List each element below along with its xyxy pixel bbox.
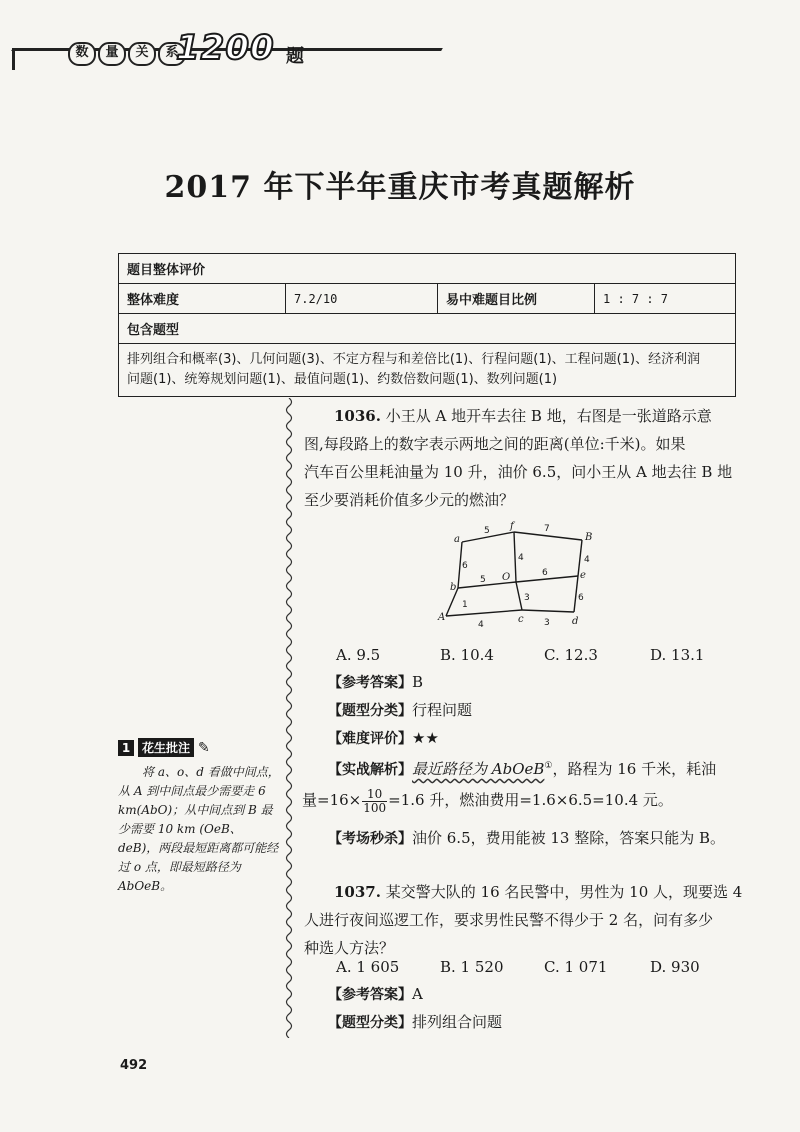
analysis-text: ，路程为 16 千米，耗油: [552, 760, 717, 778]
edge-label: 6: [578, 593, 584, 603]
edge-label: 3: [524, 593, 530, 603]
type-label: 【题型分类】: [328, 703, 412, 719]
option-d: D. 930: [650, 958, 700, 976]
option-b: B. 1 520: [440, 958, 504, 976]
option-c: C. 1 071: [544, 958, 608, 976]
trick-label: 【考场秒杀】: [328, 831, 412, 847]
answer-options: [336, 958, 700, 976]
option-b: B. 10.4: [440, 646, 494, 664]
types-cell: [119, 344, 736, 397]
type-label: 【题型分类】: [328, 1015, 412, 1031]
sidebar-note: [118, 738, 280, 896]
answer-options: [336, 646, 704, 664]
question-line: 人进行夜间巡逻工作，要求男性民警不得少于 2 名，问有多少: [304, 911, 714, 929]
trick-text: 油价 6.5，费用能被 13 整除，答案只能为 B。: [412, 829, 726, 847]
answer-value: A: [412, 985, 423, 1003]
option-c: C. 12.3: [544, 646, 598, 664]
types-header: 包含题型: [119, 314, 736, 344]
option-a: A. 9.5: [336, 646, 381, 664]
road-f-O: [514, 532, 516, 582]
point-b: b: [450, 582, 457, 593]
series-char: 系: [158, 42, 186, 66]
road-A-c: [446, 610, 522, 616]
edge-label: 3: [544, 618, 550, 628]
edge-label: 4: [478, 620, 484, 630]
option-a: A. 1 605: [336, 958, 400, 976]
question-line: 某交警大队的 16 名民警中，男性为 10 人，现要选 4: [385, 883, 743, 901]
edge-label: 7: [544, 524, 550, 534]
question-number: 1037.: [334, 883, 381, 901]
edge-label: 4: [518, 553, 524, 563]
difficulty-value: 7.2/10: [286, 284, 438, 314]
question-line: 汽车百公里耗油量为 10 升，油价 6.5，问小王从 A 地去往 B 地: [304, 463, 733, 481]
note-tag: 花生批注: [138, 738, 194, 757]
question-number: 1036.: [334, 407, 381, 425]
type-value: 行程问题: [412, 701, 473, 719]
point-e: e: [580, 570, 586, 581]
page-number: 492: [120, 1058, 148, 1073]
point-B: B: [585, 532, 593, 543]
edge-label: 4: [584, 555, 590, 565]
series-char: 关: [128, 42, 156, 66]
note-text: 将 a、o、d 看做中间点，从 A 到中间点最少需要走 6 km(AbO)；从中间点到 B 最少需要 10 km (OeB、deB)，两段最短距离都可能经过 o 点，即最短路径为 AbOeB。: [118, 765, 280, 893]
difficulty-label: 整体难度: [119, 284, 286, 314]
evaluation-table: [118, 253, 736, 397]
point-c: c: [518, 614, 524, 625]
option-d: D. 13.1: [650, 646, 705, 664]
series-title: [68, 42, 186, 66]
question-1036: [304, 402, 744, 514]
series-number: 1200: [176, 28, 275, 68]
page-title: 2017 年下半年重庆市考真题解析: [164, 170, 636, 205]
series-char: 量: [98, 42, 126, 66]
question-line: 图,每段路上的数字表示两地之间的距离(单位:千米)。如果: [304, 435, 686, 453]
point-d: d: [572, 616, 579, 627]
pen-icon: ✎: [198, 739, 210, 756]
header-hook: [12, 48, 21, 70]
edge-label: 6: [542, 568, 548, 578]
answer-block-1036: [302, 668, 768, 852]
question-1037: [304, 878, 744, 962]
analysis-label: 【实战解析】: [328, 762, 412, 778]
road-c-d: [522, 610, 574, 612]
question-line: 小王从 A 地开车去往 B 地，右图是一张道路示意: [385, 407, 712, 425]
question-line: 种选人方法？: [304, 939, 395, 957]
edge-label: 5: [484, 526, 490, 536]
series-char: 数: [68, 42, 96, 66]
edge-label: 6: [462, 561, 468, 571]
point-a: a: [454, 534, 460, 545]
road-map-diagram: [432, 520, 612, 632]
answer-block-1037: [328, 980, 768, 1036]
difficulty-label: 【难度评价】: [328, 731, 412, 747]
point-f: f: [510, 521, 514, 532]
running-header: [12, 18, 452, 68]
fraction-denominator: 100: [363, 800, 387, 815]
edge-label: 5: [480, 575, 486, 585]
answer-label: 【参考答案】: [328, 675, 412, 691]
note-badge: 1: [118, 740, 134, 756]
answer-label: 【参考答案】: [328, 987, 412, 1003]
type-value: 排列组合问题: [412, 1013, 503, 1031]
answer-value: B: [412, 673, 424, 691]
analysis-formula: 量=16×: [302, 791, 362, 809]
edge-label: 1: [462, 600, 468, 610]
fraction-numerator: 10: [362, 788, 387, 802]
series-suffix: 题: [286, 46, 304, 67]
ratio-value: 1 : 7 : 7: [595, 284, 736, 314]
road-O-c: [516, 582, 522, 610]
fraction: [362, 788, 387, 815]
types-line: 问题(1)、统筹规划问题(1)、最值问题(1)、约数倍数问题(1)、数列问题(1): [127, 372, 558, 387]
analysis-formula-rest: =1.6 升，燃油费用=1.6×6.5=10.4 元。: [388, 791, 673, 809]
analysis-path: 最近路径为 AbOeB: [412, 760, 545, 778]
types-line: 排列组合和概率(3)、几何问题(3)、不定方程与和差倍比(1)、行程问题(1)、工程问题(1)、经济利润: [127, 352, 701, 367]
ratio-label: 易中难题目比例: [438, 284, 595, 314]
difficulty-stars: ★★: [412, 729, 439, 747]
table-section-header: 题目整体评价: [119, 254, 736, 284]
wavy-divider: [283, 398, 295, 1038]
question-line: 至少要消耗价值多少元的燃油？: [304, 491, 515, 509]
footnote-marker: ①: [544, 761, 553, 771]
point-O: O: [502, 572, 511, 583]
point-A: A: [438, 612, 446, 623]
